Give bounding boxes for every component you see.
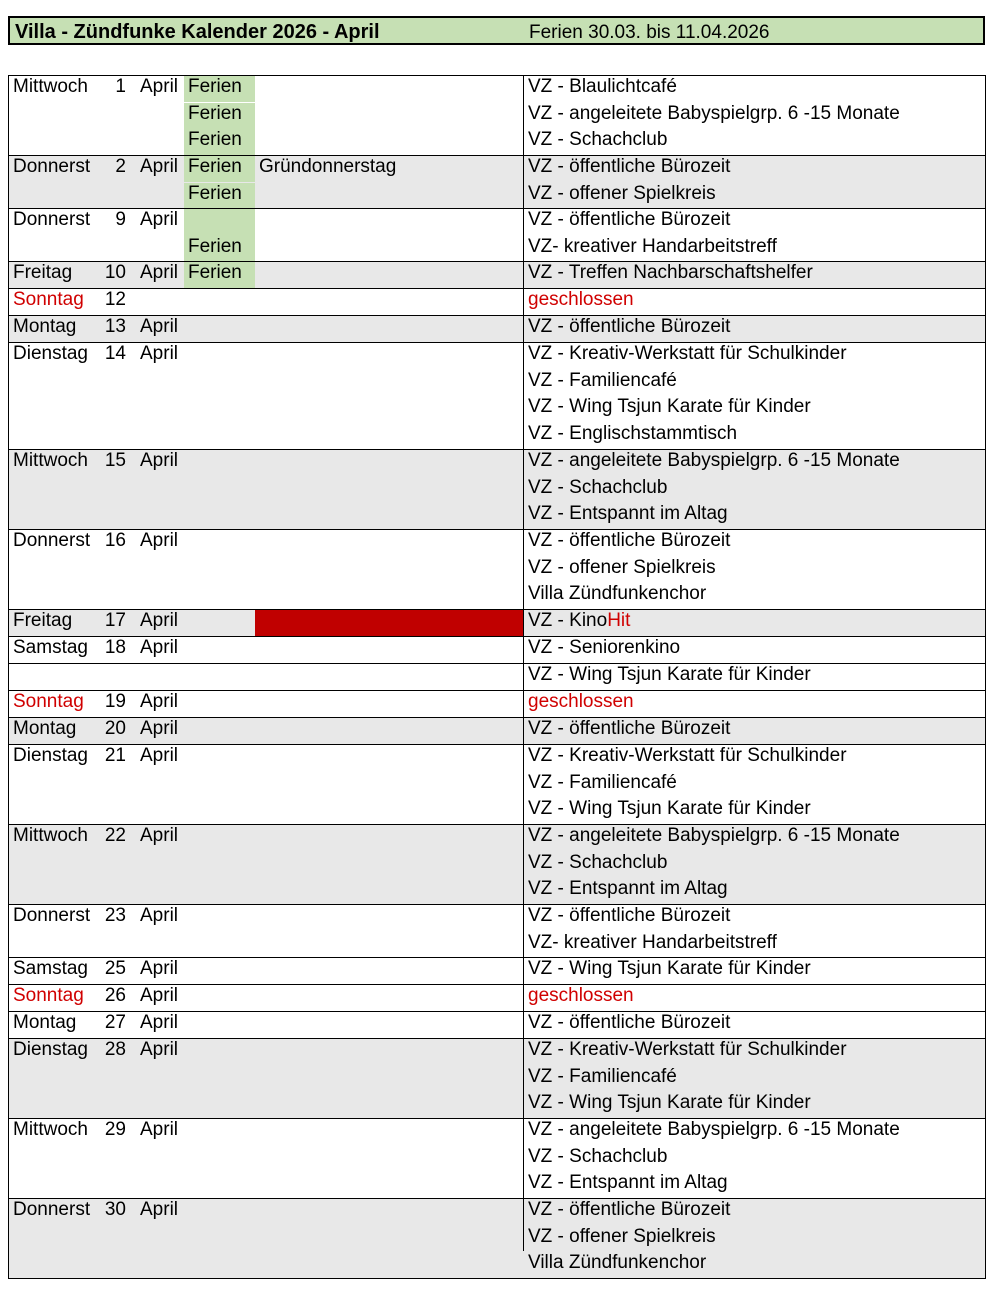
month: April [140,262,179,283]
activity-text: VZ - Kino [528,610,608,631]
ferien-label: Ferien [188,183,242,204]
activity-label [528,959,811,979]
activity-text: VZ - öffentliche Bürozeit [528,316,731,337]
activity-text: VZ- kreativer Handarbeitstreff [528,236,777,257]
activity-text: VZ - Kreativ-Werkstatt für Schulkinder [528,1039,847,1060]
activity-label [528,853,667,873]
activity-label [528,130,667,150]
weekday: Freitag [13,262,73,283]
calendar-table [8,75,986,1285]
day-number: 30 [104,1199,126,1220]
activity-label [528,210,730,230]
activity-text: VZ - Kreativ-Werkstatt für Schulkinder [528,343,847,364]
table-border-right [985,75,986,1278]
activity-text: VZ - Schachclub [528,129,668,150]
weekday: Sonntag [13,289,84,310]
weekday: Mittwoch [13,76,88,97]
activity-text: VZ - Familiencafé [528,772,677,793]
day-number: 16 [104,530,126,551]
month: April [140,825,179,846]
row-border [8,288,986,289]
activity-label [528,879,728,899]
activity-text: VZ - Wing Tsjun Karate für Kinder [528,664,811,685]
weekday: Mittwoch [13,825,88,846]
day-number: 17 [104,610,126,631]
holiday-note: Gründonnerstag [259,156,397,177]
activity-label [528,638,680,658]
weekday: Dienstag [13,745,88,766]
activity-text: VZ - angeleitete Babyspielgrp. 6 -15 Monate [528,103,900,124]
weekday: Montag [13,718,77,739]
activity-text: VZ - Treffen Nachbarschaftshelfer [528,262,813,283]
weekday: Donnerst [13,209,91,230]
month: April [140,156,179,177]
activity-text: VZ - öffentliche Bürozeit [528,156,731,177]
activity-text: VZ - Englischstammtisch [528,423,738,444]
activity-text: VZ - Wing Tsjun Karate für Kinder [528,396,811,417]
day-number: 28 [104,1039,126,1060]
weekday: Montag [13,1012,77,1033]
activity-text: VZ - angeleitete Babyspielgrp. 6 -15 Monate [528,1119,900,1140]
activity-label [528,558,716,578]
activity-label [528,719,730,739]
weekday: Dienstag [13,343,88,364]
day-number: 1 [115,76,126,97]
activity-text: VZ - Kreativ-Werkstatt für Schulkinder [528,745,847,766]
activity-text: VZ - öffentliche Bürozeit [528,1012,731,1033]
activity-label [528,77,677,97]
activity-label [528,531,730,551]
activity-label [528,263,813,283]
activity-label [528,1093,811,1113]
day-number: 14 [104,343,126,364]
activity-label [528,799,811,819]
activity-text: VZ - Wing Tsjun Karate für Kinder [528,1092,811,1113]
weekday: Sonntag [13,985,84,1006]
month: April [140,958,179,979]
day-number: 19 [104,691,126,712]
activity-label [528,1147,667,1167]
day-number: 10 [104,262,126,283]
activity-text: VZ - Entspannt im Altag [528,1172,728,1193]
activity-label [528,773,677,793]
ferien-label: Ferien [188,103,242,124]
activity-text: VZ - Familiencafé [528,1066,677,1087]
activity-text: VZ - Seniorenkino [528,637,681,658]
day-number: 13 [104,316,126,337]
weekday: Montag [13,316,77,337]
month: April [140,745,179,766]
activity-label [528,104,900,124]
day-number: 12 [104,289,126,310]
activity-label [528,1227,716,1247]
activity-text: VZ- kreativer Handarbeitstreff [528,932,777,953]
month: April [140,985,179,1006]
row-border [8,663,986,664]
activity-label [528,584,706,604]
day-number: 21 [104,745,126,766]
activity-label [528,746,847,766]
activity-text: VZ - Wing Tsjun Karate für Kinder [528,798,811,819]
weekday: Freitag [13,610,73,631]
activity-text: VZ - angeleitete Babyspielgrp. 6 -15 Monate [528,825,900,846]
month: April [140,718,179,739]
activity-text: VZ - Familiencafé [528,370,677,391]
day-number: 27 [104,1012,126,1033]
month: April [140,76,179,97]
month: April [140,450,179,471]
closed-label [528,290,634,310]
day-number: 29 [104,1119,126,1140]
activity-highlight: Hit [607,610,631,631]
ferien-label: Ferien [188,129,242,150]
activity-text: Villa Zündfunkenchor [528,1252,707,1273]
ferien-label: Ferien [188,236,242,257]
weekday: Donnerst [13,156,91,177]
activity-text: VZ - öffentliche Bürozeit [528,718,731,739]
activity-text: VZ - Entspannt im Altag [528,878,728,899]
day-number: 18 [104,637,126,658]
activity-text: VZ - offener Spielkreis [528,557,716,578]
activity-text: VZ - Entspannt im Altag [528,503,728,524]
activity-label [528,826,900,846]
activity-label [528,184,716,204]
day-number: 2 [115,156,126,177]
activity-text: geschlossen [528,985,634,1006]
month: April [140,209,179,230]
month: April [140,637,179,658]
title-bar [8,16,985,45]
activity-label [528,1040,847,1060]
weekday: Donnerst [13,1199,91,1220]
month: April [140,1199,179,1220]
activity-text: VZ - Schachclub [528,852,668,873]
activity-text: VZ - Schachclub [528,1146,668,1167]
activity-text: geschlossen [528,289,634,310]
month: April [140,905,179,926]
activity-label [528,451,900,471]
column-separator [523,75,524,1251]
activity-text: VZ - öffentliche Bürozeit [528,209,731,230]
activity-text: VZ - angeleitete Babyspielgrp. 6 -15 Monate [528,450,900,471]
activity-text: VZ - öffentliche Bürozeit [528,1199,731,1220]
activity-label [528,371,677,391]
highlight-bar [255,610,523,636]
activity-label [528,237,777,257]
activity-text: VZ - Wing Tsjun Karate für Kinder [528,958,811,979]
ferien-label: Ferien [188,76,242,97]
weekday: Mittwoch [13,1119,88,1140]
activity-label [528,1120,900,1140]
activity-text: VZ - öffentliche Bürozeit [528,530,731,551]
day-number: 9 [115,209,126,230]
activity-text: VZ - Schachclub [528,477,668,498]
holiday-period: Ferien 30.03. bis 11.04.2026 [529,22,770,43]
activity-label [528,424,737,444]
activity-label [528,906,730,926]
activity-label [528,157,730,177]
month: April [140,610,179,631]
activity-text: geschlossen [528,691,634,712]
activity-label [528,397,811,417]
day-number: 23 [104,905,126,926]
activity-text: VZ - offener Spielkreis [528,183,716,204]
month: April [140,1119,179,1140]
weekday: Dienstag [13,1039,88,1060]
activity-label [528,1200,730,1220]
closed-label [528,692,634,712]
activity-label [528,933,777,953]
month: April [140,1039,179,1060]
weekday: Mittwoch [13,450,88,471]
calendar-title: Villa - Zündfunke Kalender 2026 - April [15,21,380,43]
activity-label [528,611,630,631]
closed-label [528,986,634,1006]
activity-label [528,504,728,524]
activity-text: VZ - öffentliche Bürozeit [528,905,731,926]
activity-text: Villa Zündfunkenchor [528,583,707,604]
day-number: 15 [104,450,126,471]
activity-label [528,1067,677,1087]
activity-label [528,665,811,685]
month: April [140,691,179,712]
ferien-label: Ferien [188,156,242,177]
activity-label [528,1173,728,1193]
day-number: 25 [104,958,126,979]
activity-text: VZ - Blaulichtcafé [528,76,677,97]
day-number: 22 [104,825,126,846]
activity-label [528,344,847,364]
activity-label [528,1013,730,1033]
weekday: Donnerst [13,530,91,551]
row-border [8,1278,986,1279]
weekday: Donnerst [13,905,91,926]
weekday: Sonntag [13,691,84,712]
month: April [140,1012,179,1033]
table-border-left [8,75,9,1278]
activity-label [528,478,667,498]
activity-label [528,317,730,337]
day-number: 26 [104,985,126,1006]
month: April [140,530,179,551]
day-number: 20 [104,718,126,739]
activity-label [528,1253,706,1273]
month: April [140,343,179,364]
activity-text: VZ - offener Spielkreis [528,1226,716,1247]
ferien-label: Ferien [188,262,242,283]
month: April [140,316,179,337]
weekday: Samstag [13,958,88,979]
weekday: Samstag [13,637,88,658]
